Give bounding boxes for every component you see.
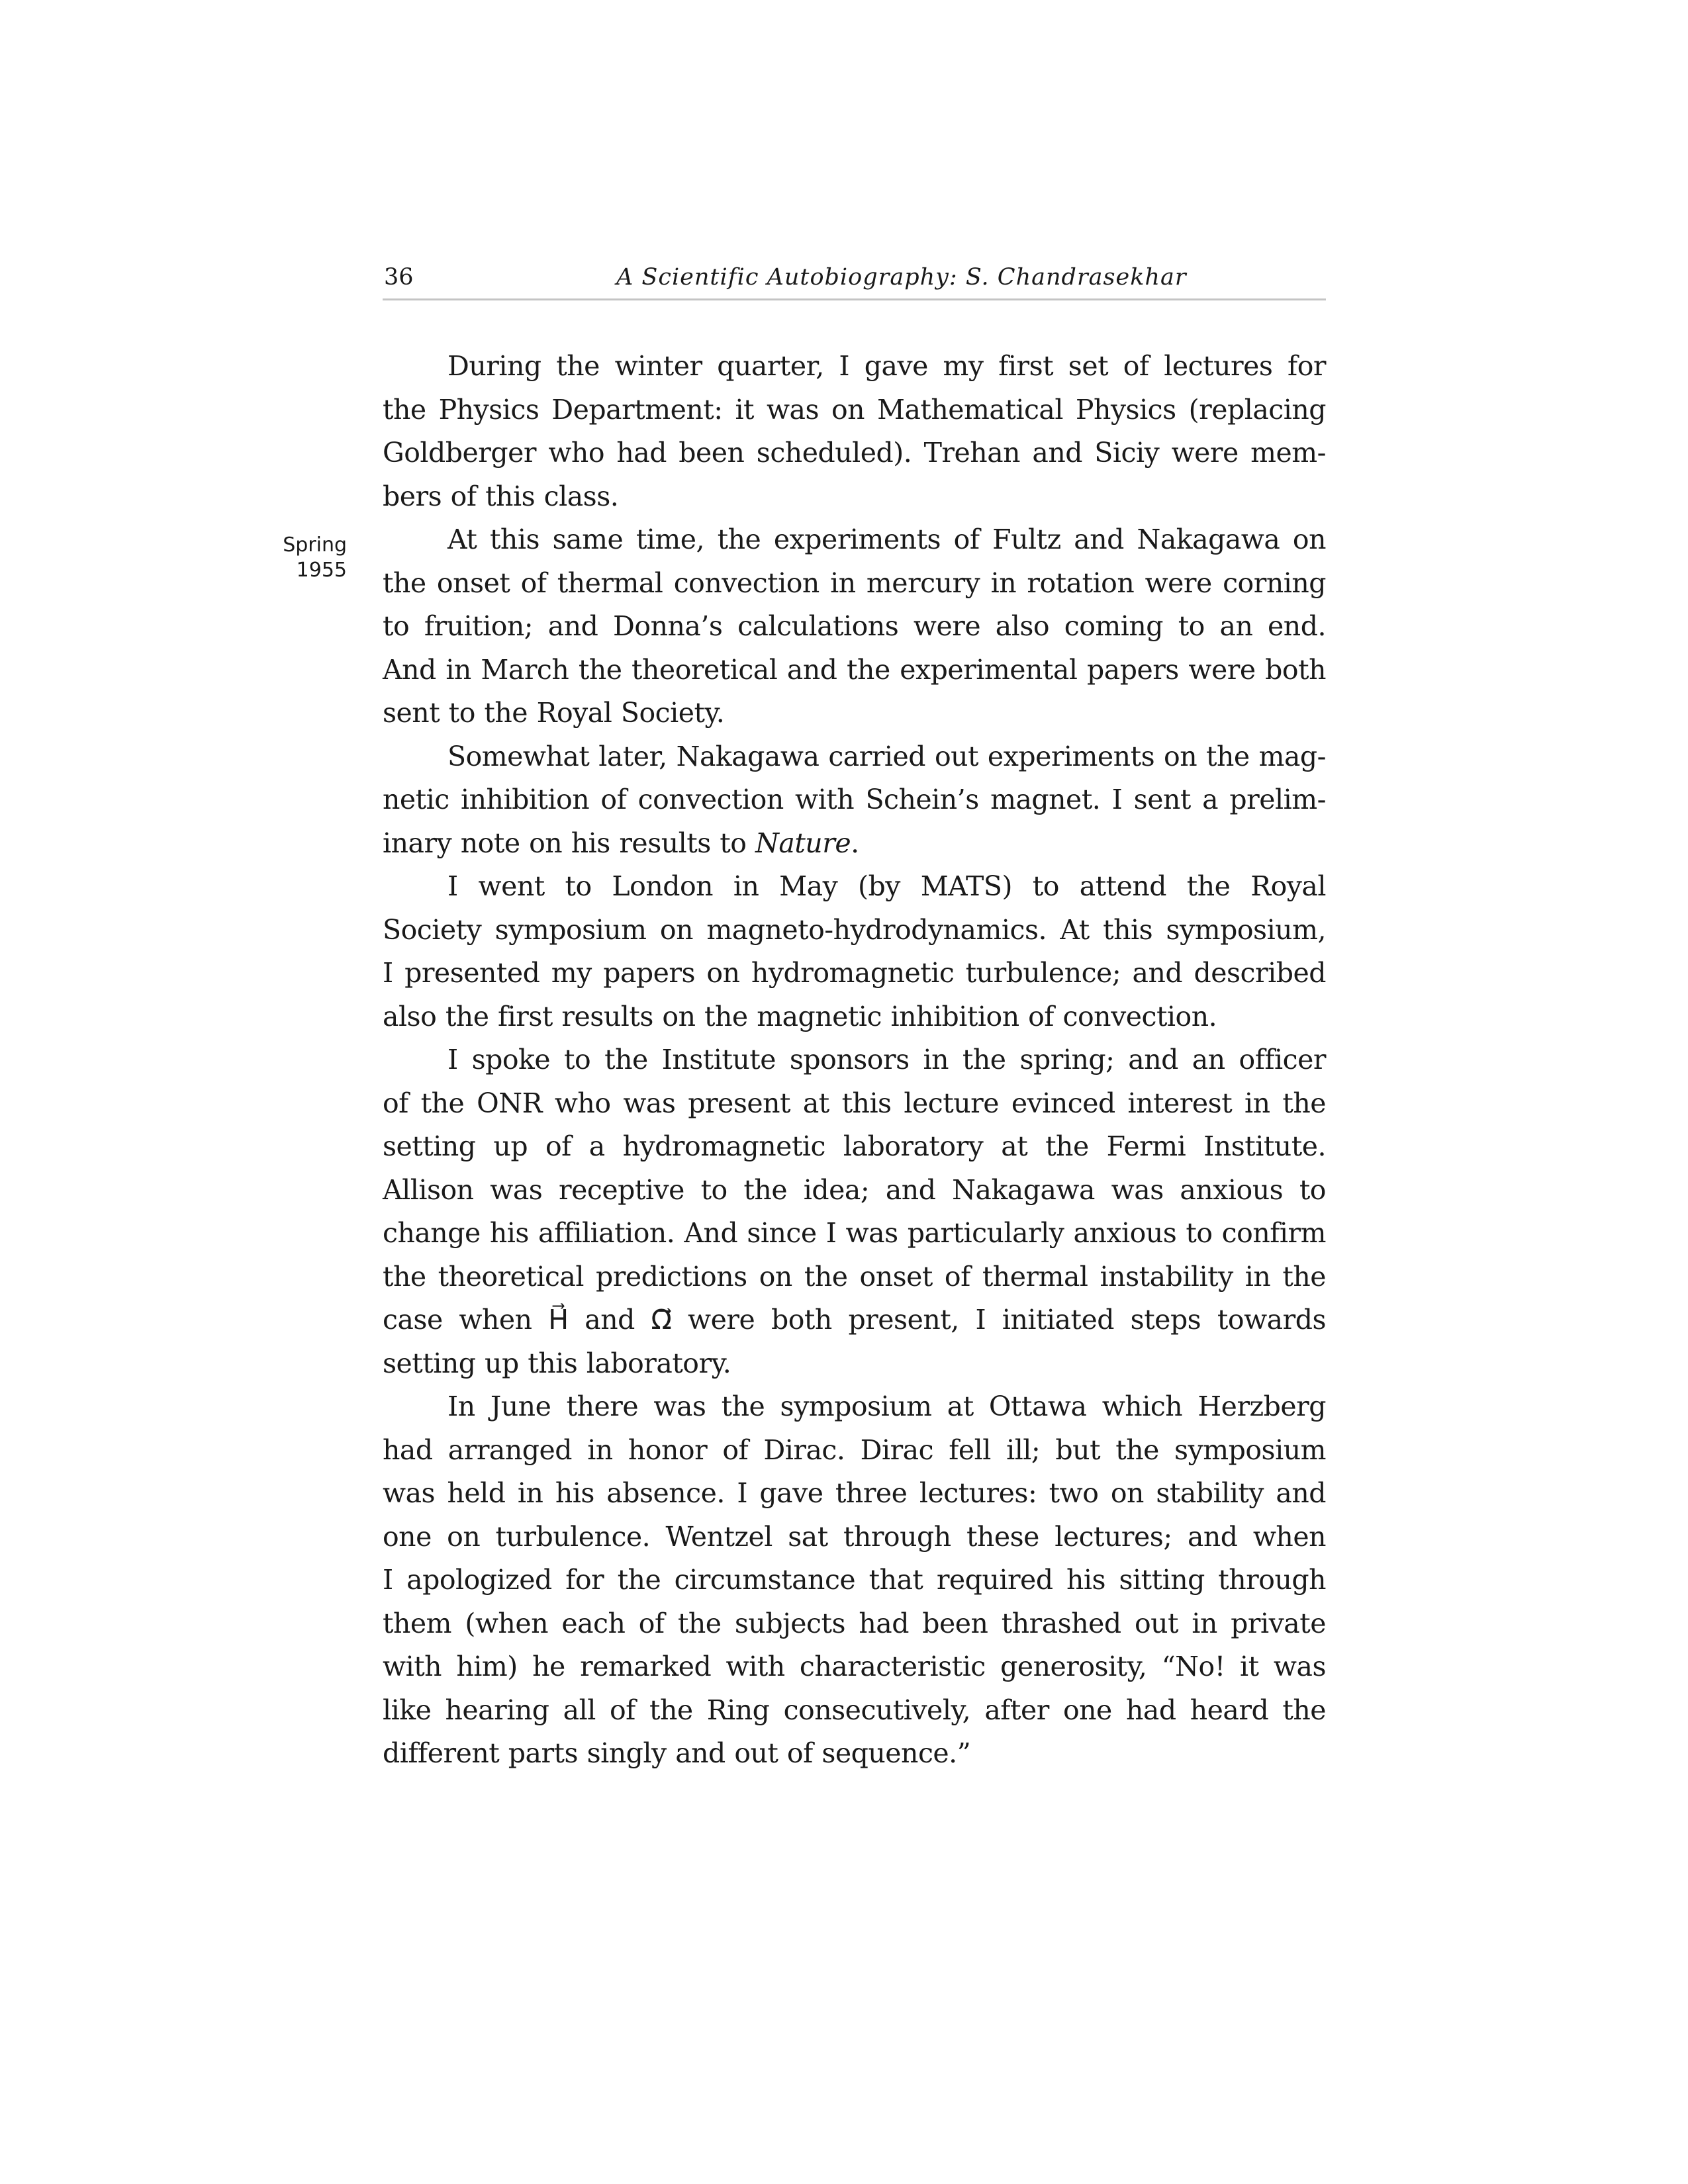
paragraph-winter-lectures <box>383 345 1326 518</box>
text-line: one on turbulence. Wentzel sat through these lectures; and when <box>383 1520 1326 1553</box>
text-line: bers of this class. <box>383 480 619 512</box>
text-line: the Physics Department: it was on Mathematical Physics (replacing <box>383 393 1326 426</box>
text-line: was held in his absence. I gave three lectures: two on stability and <box>383 1477 1326 1509</box>
text-line: of the ONR who was present at this lecture evinced interest in the <box>383 1087 1326 1119</box>
text-line: At this same time, the experiments of Fultz and Nakagawa on <box>447 523 1326 555</box>
text-line: like hearing all of the Ring consecutively, after one had heard the <box>383 1694 1326 1726</box>
body-text <box>383 345 1326 1776</box>
text-line: setting up of a hydromagnetic laboratory at the Fermi Institute. <box>383 1130 1326 1162</box>
text-line: had arranged in honor of Dirac. Dirac fell ill; but the symposium <box>383 1433 1326 1466</box>
text-line: netic inhibition of convection with Schein’s magnet. I sent a prelim- <box>383 784 1326 815</box>
margin-note-season: Spring <box>283 533 347 557</box>
text-line <box>383 822 1326 866</box>
paragraph-magnetic-inhibition <box>383 735 1326 866</box>
running-title: A Scientific Autobiography: S. Chandrasekhar <box>616 264 1187 291</box>
margin-note-year: 1955 <box>296 559 347 582</box>
page-header <box>383 261 1326 300</box>
margin-note <box>265 533 347 583</box>
text-line-start: inary note on his results to <box>383 827 747 859</box>
text-line: them (when each of the subjects had been thrashed out in private <box>383 1607 1326 1639</box>
text-line: Goldberger who had been scheduled). Trehan and Siciy were mem- <box>383 437 1326 469</box>
text-line: During the winter quarter, I gave my first set of lectures for <box>447 350 1326 382</box>
text-line: with him) he remarked with characteristic generosity, “No! it was <box>383 1651 1326 1682</box>
text-line: Society symposium on magneto-hydrodynamics. At this symposium, <box>383 913 1326 946</box>
text-line: And in March the theoretical and the experimental papers were both <box>383 653 1326 686</box>
text-line: I apologized for the circumstance that required his sitting through <box>383 1564 1326 1596</box>
text-line: setting up this laboratory. <box>383 1347 731 1379</box>
text-line: I spoke to the Institute sponsors in the spring; and an officer <box>447 1044 1326 1075</box>
text-line: case when H⃗ and Ω⃗ were both present, I initiated steps towards <box>383 1304 1326 1336</box>
text-line: sent to the Royal Society. <box>383 697 725 729</box>
paragraph-london-symposium <box>383 865 1326 1038</box>
page-number: 36 <box>384 264 414 291</box>
text-line: Somewhat later, Nakagawa carried out experiments on the mag- <box>447 740 1326 772</box>
text-line: to fruition; and Donna’s calculations were also coming to an end. <box>383 610 1326 642</box>
text-line: In June there was the symposium at Ottawa which Herzberg <box>447 1390 1326 1422</box>
text-line: I went to London in May (by MATS) to attend the Royal <box>447 870 1326 902</box>
text-line-end: . <box>851 827 859 859</box>
text-line: the onset of thermal convection in mercury in rotation were corning <box>383 567 1326 599</box>
text-line: different parts singly and out of sequence.” <box>383 1737 971 1769</box>
text-line: change his affiliation. And since I was particularly anxious to confirm <box>383 1217 1326 1249</box>
text-line: also the first results on the magnetic inhibition of convection. <box>383 1000 1217 1032</box>
text-line: the theoretical predictions on the onset of thermal instability in the <box>383 1260 1326 1293</box>
text-line: I presented my papers on hydromagnetic turbulence; and described <box>383 957 1326 989</box>
paragraph-hydromagnetic-laboratory <box>383 1038 1326 1385</box>
paragraph-convection-experiments <box>383 518 1326 735</box>
text-line: Allison was receptive to the idea; and Nakagawa was anxious to <box>383 1173 1326 1206</box>
journal-title: Nature <box>755 827 851 859</box>
paragraph-ottawa-symposium <box>383 1385 1326 1776</box>
